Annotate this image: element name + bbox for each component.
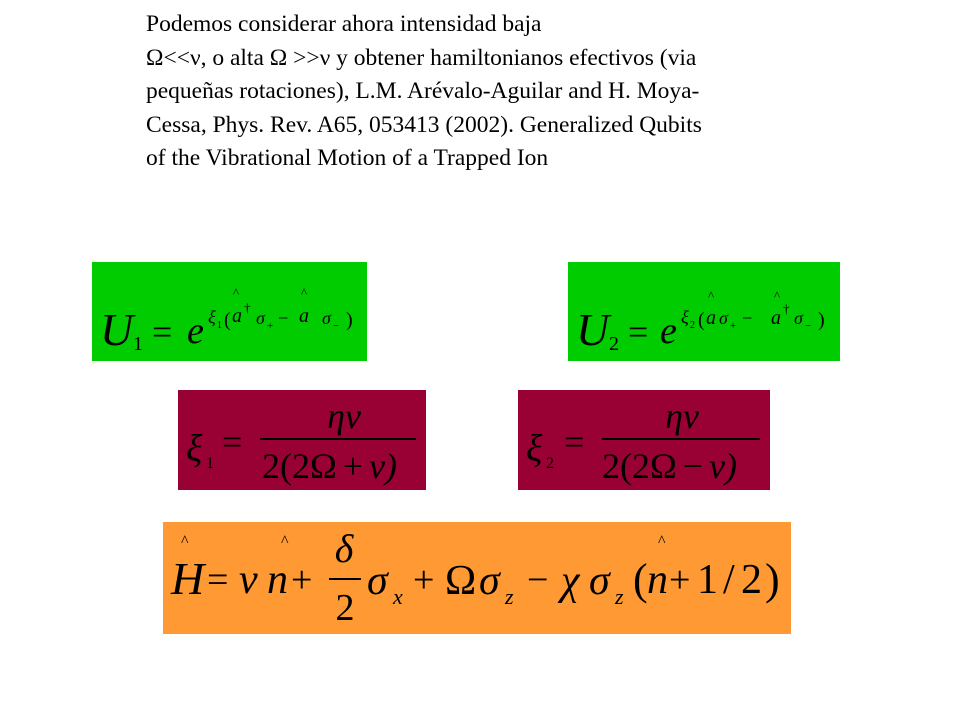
xi2-lhs-symbol: ξ — [526, 428, 543, 470]
xi2-equals: = — [564, 422, 585, 462]
u1-equation — [92, 262, 367, 361]
u2-sub-minus: − — [805, 320, 812, 332]
u2-dagger: † — [783, 301, 790, 316]
u1-equation-box — [92, 262, 367, 361]
hamiltonian-sigma-1: σ — [367, 558, 388, 604]
hamiltonian-open-paren: ( — [633, 555, 648, 604]
hamiltonian-close-paren: ) — [765, 555, 780, 604]
u1-sub-minus: − — [333, 320, 340, 332]
u1-hat-2: ^ — [301, 285, 308, 300]
u2-sigma-2: σ — [794, 308, 803, 328]
xi1-lhs-symbol: ξ — [186, 428, 203, 470]
u2-sigma-1: σ — [719, 308, 728, 328]
u1-lhs-symbol: U — [100, 304, 134, 355]
u2-a-symbol-1: a — [706, 307, 716, 329]
u1-lhs-subscript: 1 — [133, 333, 143, 355]
u2-equation-box — [568, 262, 840, 361]
hamiltonian-hat-h: ^ — [181, 533, 189, 550]
u2-base-e: e — [660, 310, 677, 352]
hamiltonian-sigma-3: σ — [589, 558, 610, 604]
paragraph-line: Ω<<ν, o alta Ω >>ν y obtener hamiltonianos efectivos (via — [146, 44, 697, 71]
u1-xi-subscript: 1 — [217, 320, 222, 331]
u2-lhs-symbol: U — [576, 304, 610, 355]
u2-hat-2: ^ — [774, 288, 781, 303]
hamiltonian-sigma-2: σ — [479, 558, 500, 604]
u2-lhs-subscript: 2 — [609, 333, 619, 355]
u2-xi-symbol: ξ — [681, 307, 689, 327]
xi1-numerator: ην — [327, 396, 361, 436]
u2-open-paren: ( — [698, 309, 705, 331]
paragraph-line: pequeñas rotaciones), L.M. Arévalo-Aguilar and H. Moya- — [146, 78, 700, 104]
hamiltonian-minus: − — [527, 559, 549, 601]
hamiltonian-hat-n2: ^ — [658, 533, 666, 550]
u2-a-symbol-2: a — [771, 307, 781, 329]
u1-base-e: e — [187, 310, 204, 352]
hamiltonian-slash: / — [723, 557, 735, 603]
xi1-equation-box — [178, 390, 426, 490]
xi2-lhs-subscript: 2 — [546, 455, 554, 472]
paragraph-line: of the Vibrational Motion of a Trapped Ion — [146, 145, 549, 171]
hamiltonian-equation-box — [163, 522, 791, 634]
hamiltonian-delta-denominator: 2 — [335, 587, 355, 629]
hamiltonian-two: 2 — [741, 557, 762, 603]
hamiltonian-sub-x: x — [393, 584, 403, 609]
xi2-equation — [518, 390, 770, 490]
u2-minus: − — [742, 308, 753, 328]
u2-equation — [568, 262, 840, 361]
u1-equals: = — [152, 312, 173, 352]
hamiltonian-sub-z-2: z — [615, 584, 624, 609]
hamiltonian-lhs-symbol: H — [171, 553, 205, 604]
u2-sub-plus: + — [730, 320, 737, 332]
u1-close-paren: ) — [346, 309, 353, 331]
u2-close-paren: ) — [818, 309, 825, 331]
u1-sigma-1: σ — [256, 308, 265, 328]
hamiltonian-plus-2: + — [413, 559, 435, 601]
hamiltonian-nu: ν — [239, 557, 258, 603]
hamiltonian-plus-1: + — [291, 559, 313, 601]
xi1-lhs-subscript: 1 — [206, 455, 214, 472]
u2-hat-1: ^ — [708, 288, 715, 303]
u1-xi-symbol: ξ — [208, 307, 216, 327]
hamiltonian-omega: Ω — [445, 558, 477, 604]
hamiltonian-n-symbol-1: n — [267, 557, 288, 603]
u1-a-symbol-1: a — [232, 305, 242, 327]
u1-minus: − — [278, 308, 289, 328]
u1-sub-plus: + — [267, 320, 274, 332]
paragraph-line: Podemos considerar ahora intensidad baja — [146, 11, 542, 37]
hamiltonian-sub-z-1: z — [505, 584, 514, 609]
hamiltonian-delta-numerator: δ — [334, 526, 354, 571]
intro-paragraph — [146, 8, 916, 176]
hamiltonian-plus-3: + — [669, 559, 691, 601]
u2-xi-subscript: 2 — [690, 320, 695, 331]
xi2-equation-box — [518, 390, 770, 490]
hamiltonian-chi: χ — [561, 558, 580, 604]
u1-sigma-2: σ — [322, 308, 331, 328]
u1-hat-1: ^ — [233, 285, 240, 300]
hamiltonian-hat-n1: ^ — [281, 533, 289, 550]
u1-open-paren: ( — [224, 309, 231, 331]
xi2-denominator: 2(2Ω − ν) — [602, 446, 738, 486]
xi1-equals: = — [222, 422, 243, 462]
u1-dagger: † — [244, 300, 251, 315]
hamiltonian-n-symbol-2: n — [647, 557, 668, 603]
hamiltonian-one: 1 — [697, 557, 718, 603]
xi1-equation — [178, 390, 426, 490]
hamiltonian-equation — [163, 522, 791, 634]
paragraph-line: Cessa, Phys. Rev. A65, 053413 (2002). Generalized Qubits — [146, 111, 702, 138]
xi1-denominator: 2(2Ω + ν) — [262, 446, 398, 486]
u1-a-symbol-2: a — [299, 305, 309, 327]
xi2-numerator: ην — [665, 396, 699, 436]
u2-equals: = — [628, 312, 649, 352]
hamiltonian-equals: = — [207, 559, 229, 601]
